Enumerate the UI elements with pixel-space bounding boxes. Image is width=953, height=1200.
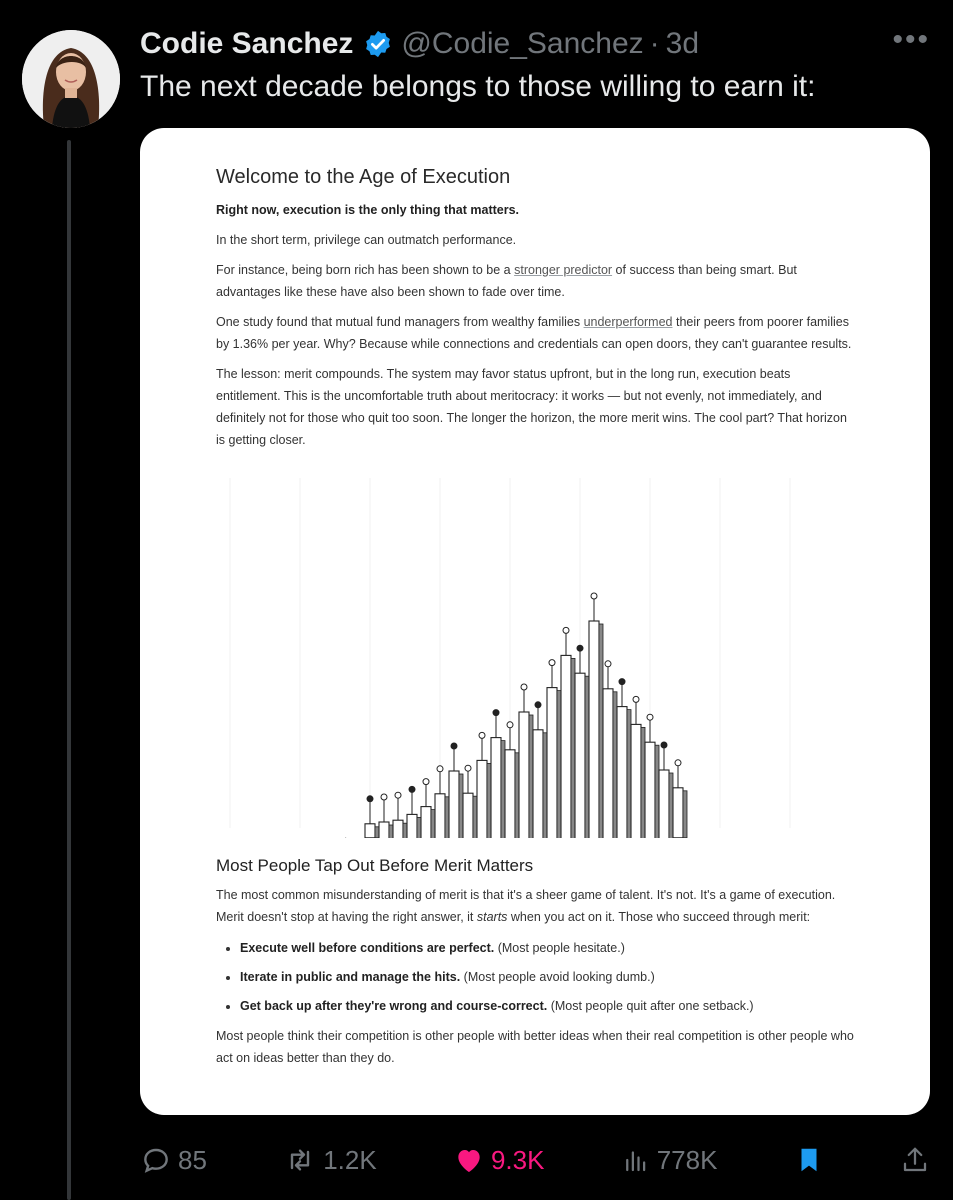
avatar-portrait bbox=[22, 30, 120, 128]
merit-list bbox=[216, 934, 856, 1021]
sketch-bar-shade bbox=[473, 796, 477, 838]
sketch-pin-head bbox=[605, 661, 611, 667]
article-lead: Right now, execution is the only thing that matters. bbox=[216, 203, 520, 217]
sketch-bar bbox=[547, 688, 557, 838]
sketch-bars bbox=[230, 478, 790, 838]
sketch-bar bbox=[365, 824, 375, 838]
sketch-pin-head bbox=[675, 760, 681, 766]
sketch-bar bbox=[477, 760, 487, 838]
verified-badge-icon bbox=[363, 29, 393, 59]
tweet-text: The next decade belongs to those willing to earn it: bbox=[140, 70, 816, 103]
article-section-2 bbox=[216, 856, 856, 1075]
sketch-pin-head bbox=[451, 743, 457, 749]
bullet-bold: Iterate in public and manage the hits. bbox=[240, 970, 461, 984]
views-button[interactable] bbox=[621, 1144, 718, 1176]
list-item bbox=[240, 963, 856, 992]
sketch-bar-shade bbox=[613, 692, 617, 838]
article-paragraph-1: In the short term, privilege can outmatch performance. bbox=[216, 233, 517, 247]
sketch-bar-shade bbox=[585, 676, 589, 838]
sketch-pin-head bbox=[549, 660, 555, 666]
sketch-bar bbox=[589, 621, 599, 838]
sketch-bar bbox=[575, 673, 585, 838]
sketch-bar-shade bbox=[669, 773, 673, 838]
sketch-bar-shade bbox=[515, 753, 519, 838]
sketch-bar-shade bbox=[501, 741, 505, 838]
sketch-pin-head bbox=[591, 593, 597, 599]
sketch-bar-shade bbox=[683, 791, 687, 838]
sketch-pin-head bbox=[465, 765, 471, 771]
sketch-bar-shade bbox=[599, 624, 603, 838]
like-button[interactable] bbox=[453, 1144, 545, 1176]
reply-count: 85 bbox=[178, 1144, 207, 1175]
sketch-pin-head bbox=[507, 722, 513, 728]
sketch-bar bbox=[533, 730, 543, 838]
thread-line bbox=[67, 140, 71, 1200]
tweet-header bbox=[140, 24, 930, 64]
sketch-pin-head bbox=[409, 786, 415, 792]
sketch-pin-head bbox=[577, 645, 583, 651]
sketch-bar bbox=[379, 822, 389, 838]
list-item bbox=[240, 992, 856, 1021]
sketch-pin-head bbox=[521, 684, 527, 690]
sketch-bar bbox=[617, 707, 627, 838]
bullet-rest: (Most people hesitate.) bbox=[494, 941, 625, 955]
attached-image[interactable] bbox=[140, 128, 930, 1115]
sketch-bar bbox=[421, 807, 431, 838]
views-count: 778K bbox=[656, 1144, 718, 1175]
closing-paragraph: Most people think their competition is other people with better ideas when their real competition is other people who act on ideas better than they do. bbox=[216, 1029, 854, 1065]
sketch-bar-shade bbox=[417, 817, 421, 838]
sketch-bar bbox=[645, 742, 655, 838]
sketch-bar bbox=[519, 712, 529, 838]
section-2-title: Most People Tap Out Before Merit Matters bbox=[216, 856, 534, 875]
article-paragraph-3 bbox=[216, 311, 856, 355]
sketch-bar-shade bbox=[389, 825, 393, 838]
sketch-bar bbox=[659, 770, 669, 838]
sketch-pin-head bbox=[395, 792, 401, 798]
sketch-bar-shade bbox=[627, 710, 631, 838]
share-button[interactable] bbox=[900, 1144, 930, 1176]
sketch-pin-head bbox=[661, 742, 667, 748]
section-2-paragraph bbox=[216, 884, 856, 928]
sketch-bar bbox=[393, 820, 403, 838]
article-section-1 bbox=[216, 166, 856, 459]
sketch-bar-shade bbox=[459, 774, 463, 838]
p2-text-b: of success than being smart. But advantages like these have also been shown to fade over time. bbox=[216, 263, 797, 299]
sketch-pin-head bbox=[647, 714, 653, 720]
sketch-bar bbox=[435, 794, 445, 838]
p2-text-a: For instance, being born rich has been shown to be a bbox=[216, 263, 515, 277]
repost-count: 1.2K bbox=[323, 1144, 377, 1175]
bookmark-button[interactable] bbox=[794, 1143, 824, 1177]
like-count: 9.3K bbox=[490, 1144, 545, 1175]
sketch-bar-shade bbox=[655, 745, 659, 838]
underperformed-link: underperformed bbox=[583, 315, 673, 329]
sketch-bar-shade bbox=[375, 827, 379, 838]
sketch-bar-shade bbox=[557, 691, 561, 838]
sketch-pin-head bbox=[563, 627, 569, 633]
sketch-bar-shade bbox=[431, 810, 435, 838]
p3-text-a: One study found that mutual fund managers from wealthy families bbox=[216, 315, 584, 329]
reply-icon bbox=[140, 1144, 172, 1176]
sketch-pin-head bbox=[493, 710, 499, 716]
sketch-pin-head bbox=[423, 779, 429, 785]
bar-sketch-illustration bbox=[140, 468, 930, 838]
repost-button[interactable] bbox=[283, 1144, 377, 1176]
sketch-bar bbox=[491, 738, 501, 838]
sketch-pin-head bbox=[479, 732, 485, 738]
repost-icon bbox=[283, 1144, 317, 1176]
sketch-pin-head bbox=[633, 696, 639, 702]
s2-emphasis: starts bbox=[476, 910, 508, 924]
sketch-pin-head bbox=[619, 679, 625, 685]
sketch-bar-shade bbox=[403, 823, 407, 838]
more-options-icon[interactable]: ••• bbox=[892, 23, 930, 56]
sketch-bar bbox=[561, 655, 571, 838]
sketch-bar-shade bbox=[529, 715, 533, 838]
avatar[interactable] bbox=[22, 30, 120, 128]
views-icon bbox=[621, 1144, 651, 1176]
sketch-bar-shade bbox=[641, 727, 645, 838]
bookmark-icon bbox=[794, 1143, 824, 1177]
sketch-bar-shade bbox=[445, 797, 449, 838]
sketch-pin-head bbox=[367, 796, 373, 802]
action-bar bbox=[140, 1140, 930, 1180]
stronger-predictor-link: stronger predictor bbox=[514, 263, 613, 277]
bullet-bold: Get back up after they're wrong and course-correct. bbox=[240, 999, 548, 1013]
sketch-pin-head bbox=[437, 766, 443, 772]
sketch-pin-head bbox=[381, 794, 387, 800]
bullet-rest: (Most people avoid looking dumb.) bbox=[460, 970, 655, 984]
sketch-pin-head bbox=[535, 702, 541, 708]
s2-text-b: when you act on it. Those who succeed through merit: bbox=[507, 910, 811, 924]
sketch-bar-shade bbox=[487, 763, 491, 838]
article-paragraph-4: The lesson: merit compounds. The system may favor status upfront, but in the long run, execution beats entitlement. This is the uncomfortable truth about meritocracy: it works — but not evenly, not immediately, and definitely not for those who quit too soon. The longer the horizon, the more merit wins. The cool part? That horizon is getting closer. bbox=[216, 367, 847, 447]
sketch-bar bbox=[603, 689, 613, 838]
bullet-rest: (Most people quit after one setback.) bbox=[547, 999, 754, 1013]
author-name[interactable]: Codie Sanchez bbox=[140, 27, 354, 60]
bullet-bold: Execute well before conditions are perfect. bbox=[240, 941, 495, 955]
sketch-bar bbox=[631, 724, 641, 838]
sketch-bar bbox=[449, 771, 459, 838]
author-handle[interactable]: @Codie_Sanchez bbox=[401, 27, 644, 60]
reply-button[interactable] bbox=[140, 1144, 207, 1176]
sketch-bar-shade bbox=[571, 658, 575, 838]
sketch-bar bbox=[463, 793, 473, 838]
heart-icon bbox=[453, 1144, 485, 1176]
sketch-bar bbox=[407, 814, 417, 838]
p3-text-b: their peers from poorer families by 1.36% per year. Why? Because while connections and credentials can open doors, they can't guarantee results. bbox=[216, 315, 852, 351]
list-item bbox=[240, 934, 856, 963]
timestamp[interactable]: 3d bbox=[665, 27, 700, 60]
sketch-bar bbox=[505, 750, 515, 838]
article-paragraph-2 bbox=[216, 259, 856, 303]
separator-dot: · bbox=[649, 27, 660, 60]
sketch-bar-shade bbox=[543, 733, 547, 838]
share-icon bbox=[900, 1144, 930, 1176]
sketch-bar bbox=[673, 788, 683, 838]
s2-text-a: The most common misunderstanding of merit is that it's a sheer game of talent. It's not. It's a game of execution. Merit doesn't stop at having the right answer, it bbox=[216, 888, 836, 924]
article-title: Welcome to the Age of Execution bbox=[216, 166, 511, 188]
